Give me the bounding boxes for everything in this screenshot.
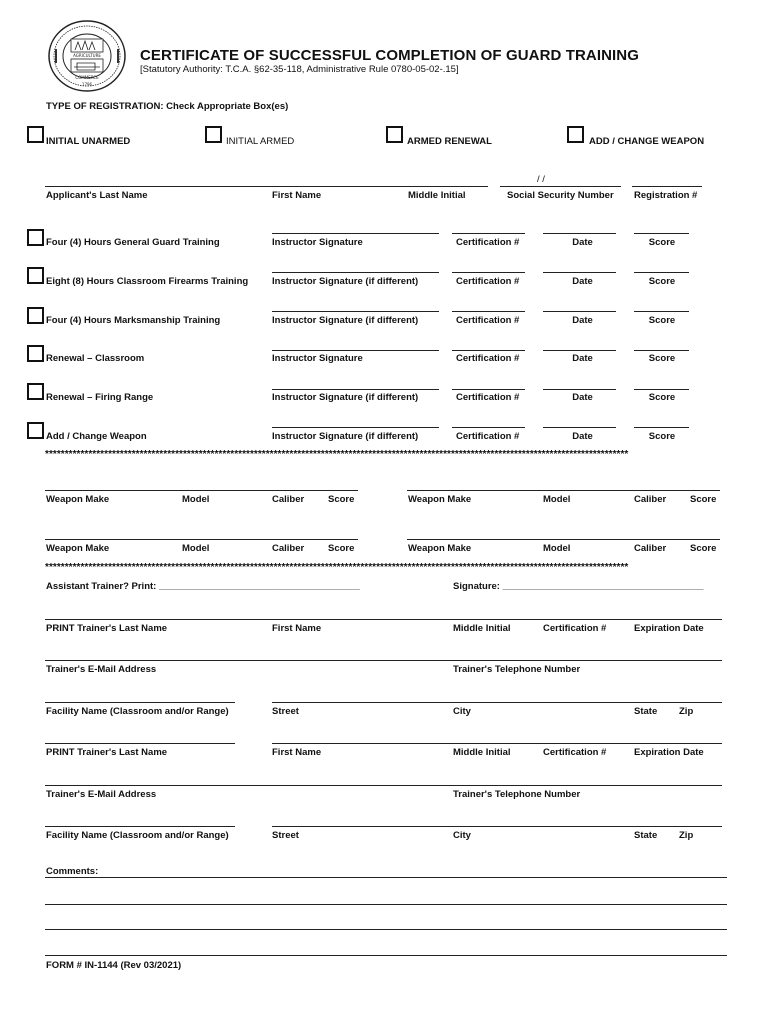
registration-type-heading: TYPE OF REGISTRATION: Check Appropriate Box(es) — [46, 101, 289, 112]
ssn-label: Social Security Number — [507, 190, 614, 201]
zip-label: Zip — [679, 830, 694, 841]
weapon-make-label: Weapon Make — [46, 494, 110, 505]
facility-line[interactable] — [45, 702, 235, 703]
statutory-authority: [Statutory Authority: T.C.A. §62-35-118, Administrative Rule 0780-05-02-.15] — [140, 64, 459, 75]
certification-line[interactable] — [452, 272, 525, 273]
initial-unarmed-label: INITIAL UNARMED — [46, 136, 131, 147]
classroom-firearms-training-checkbox[interactable] — [27, 267, 44, 284]
training-course-label: Four (4) Hours Marksmanship Training — [46, 315, 221, 326]
score-label: Score — [648, 353, 676, 364]
weapon-make-label: Weapon Make — [46, 543, 110, 554]
weapon-score-label: Score — [690, 494, 717, 505]
trainer-email-label: Trainer's E-Mail Address — [46, 789, 157, 800]
state-label: State — [634, 706, 658, 717]
armed-renewal-label: ARMED RENEWAL — [407, 136, 492, 147]
weapon-caliber-label: Caliber — [272, 543, 305, 554]
trainer-first-name-label: First Name — [272, 623, 322, 634]
weapon-caliber-label: Caliber — [634, 494, 667, 505]
date-line[interactable] — [543, 350, 616, 351]
trainer-name-line[interactable] — [272, 743, 722, 744]
certification-line[interactable] — [452, 233, 525, 234]
instructor-signature-label: Instructor Signature — [272, 353, 363, 364]
instructor-signature-line[interactable] — [272, 427, 439, 428]
initial-armed-label: INITIAL ARMED — [226, 136, 295, 147]
instructor-signature-label: Instructor Signature (if different) — [272, 431, 419, 442]
ssn-separators: / / — [537, 174, 545, 185]
trainer-first-name-label: First Name — [272, 747, 322, 758]
zip-label: Zip — [679, 706, 694, 717]
weapon-caliber-label: Caliber — [272, 494, 305, 505]
seal-year-text: 1796 — [81, 82, 93, 87]
applicant-middle-initial-label: Middle Initial — [408, 190, 466, 201]
date-line[interactable] — [543, 233, 616, 234]
trainer-certification-label: Certification # — [543, 623, 607, 634]
score-label: Score — [648, 315, 676, 326]
certification-label: Certification # — [456, 431, 520, 442]
weapon-line[interactable] — [45, 490, 358, 491]
armed-renewal-checkbox[interactable] — [386, 126, 403, 143]
score-label: Score — [648, 431, 676, 442]
trainer-last-name-label: PRINT Trainer's Last Name — [46, 623, 168, 634]
instructor-signature-line[interactable] — [272, 350, 439, 351]
facility-name-label: Facility Name (Classroom and/or Range) — [46, 706, 229, 717]
trainer-last-name-label: PRINT Trainer's Last Name — [46, 747, 168, 758]
score-line[interactable] — [634, 233, 689, 234]
weapon-model-label: Model — [543, 494, 571, 505]
seal-commerce-text: COMMERCE — [75, 75, 99, 80]
seal-agriculture-text: AGRICULTURE — [73, 53, 101, 58]
form-number: FORM # IN-1144 (Rev 03/2021) — [46, 960, 182, 971]
registration-number-line[interactable] — [632, 186, 702, 187]
training-course-label: Renewal – Firing Range — [46, 392, 154, 403]
instructor-signature-label: Instructor Signature (if different) — [272, 315, 419, 326]
initial-armed-checkbox[interactable] — [205, 126, 222, 143]
weapon-score-label: Score — [328, 543, 355, 554]
applicant-first-name-label: First Name — [272, 190, 322, 201]
trainer-contact-line[interactable] — [45, 660, 722, 661]
separator-stars: **************************************************************************************************************************************************** — [45, 449, 629, 460]
address-line[interactable] — [272, 702, 722, 703]
weapon-make-label: Weapon Make — [408, 494, 472, 505]
weapon-line[interactable] — [45, 539, 358, 540]
weapon-caliber-label: Caliber — [634, 543, 667, 554]
training-course-label: Add / Change Weapon — [46, 431, 147, 442]
street-label: Street — [272, 830, 299, 841]
trainer-name-line[interactable] — [45, 743, 235, 744]
applicant-name-line[interactable] — [45, 186, 488, 187]
weapon-line[interactable] — [407, 490, 720, 491]
date-line[interactable] — [543, 427, 616, 428]
trainer-middle-initial-label: Middle Initial — [453, 747, 511, 758]
renewal-firing-range-checkbox[interactable] — [27, 383, 44, 400]
facility-name-label: Facility Name (Classroom and/or Range) — [46, 830, 229, 841]
city-label: City — [453, 830, 471, 841]
score-line[interactable] — [634, 427, 689, 428]
add-change-weapon-checkbox[interactable] — [567, 126, 584, 143]
training-course-label: Renewal – Classroom — [46, 353, 145, 364]
applicant-last-name-label: Applicant's Last Name — [46, 190, 148, 201]
instructor-signature-label: Instructor Signature — [272, 237, 363, 248]
weapon-model-label: Model — [182, 543, 210, 554]
date-label: Date — [572, 315, 593, 326]
registration-number-label: Registration # — [634, 190, 698, 201]
date-label: Date — [572, 392, 593, 403]
certification-label: Certification # — [456, 237, 520, 248]
assistant-trainer-print-field[interactable]: Assistant Trainer? Print: ______________________________________ — [46, 581, 360, 592]
trainer-name-line[interactable] — [45, 619, 722, 620]
certification-line[interactable] — [452, 427, 525, 428]
certification-label: Certification # — [456, 353, 520, 364]
date-line[interactable] — [543, 311, 616, 312]
date-line[interactable] — [543, 272, 616, 273]
date-label: Date — [572, 237, 593, 248]
marksmanship-training-checkbox[interactable] — [27, 307, 44, 324]
instructor-signature-label: Instructor Signature (if different) — [272, 392, 419, 403]
certification-line[interactable] — [452, 350, 525, 351]
score-line[interactable] — [634, 389, 689, 390]
weapon-score-label: Score — [328, 494, 355, 505]
add-change-weapon-label: ADD / CHANGE WEAPON — [589, 136, 705, 147]
add-change-weapon-training-checkbox[interactable] — [27, 422, 44, 439]
certification-label: Certification # — [456, 392, 520, 403]
score-line[interactable] — [634, 272, 689, 273]
date-label: Date — [572, 431, 593, 442]
street-label: Street — [272, 706, 299, 717]
initial-unarmed-checkbox[interactable] — [27, 126, 44, 143]
training-course-label: Four (4) Hours General Guard Training — [46, 237, 220, 248]
comments-label: Comments: — [46, 866, 99, 877]
score-line[interactable] — [634, 311, 689, 312]
certification-label: Certification # — [456, 315, 520, 326]
weapon-line[interactable] — [407, 539, 720, 540]
state-seal-logo — [47, 19, 127, 93]
instructor-signature-line[interactable] — [272, 311, 439, 312]
comments-line[interactable] — [45, 955, 727, 956]
facility-line[interactable] — [45, 826, 235, 827]
instructor-signature-line[interactable] — [272, 389, 439, 390]
weapon-model-label: Model — [543, 543, 571, 554]
renewal-classroom-checkbox[interactable] — [27, 345, 44, 362]
weapon-model-label: Model — [182, 494, 210, 505]
score-line[interactable] — [634, 350, 689, 351]
trainer-expiration-label: Expiration Date — [634, 747, 704, 758]
training-course-label: Eight (8) Hours Classroom Firearms Training — [46, 276, 249, 287]
date-label: Date — [572, 353, 593, 364]
trainer-phone-label: Trainer's Telephone Number — [453, 789, 581, 800]
date-line[interactable] — [543, 389, 616, 390]
form-title: CERTIFICATE OF SUCCESSFUL COMPLETION OF GUARD TRAINING — [140, 47, 640, 64]
trainer-contact-line[interactable] — [45, 785, 722, 786]
separator-stars: **************************************************************************************************************************************************** — [45, 562, 629, 573]
assistant-trainer-signature-field[interactable]: Signature: ______________________________________ — [453, 581, 704, 592]
state-label: State — [634, 830, 658, 841]
instructor-signature-label: Instructor Signature (if different) — [272, 276, 419, 287]
address-line[interactable] — [272, 826, 722, 827]
ssn-line[interactable] — [500, 186, 621, 187]
instructor-signature-line[interactable] — [272, 272, 439, 273]
trainer-certification-label: Certification # — [543, 747, 607, 758]
certification-label: Certification # — [456, 276, 520, 287]
score-label: Score — [648, 237, 676, 248]
comments-line[interactable] — [45, 904, 727, 905]
trainer-email-label: Trainer's E-Mail Address — [46, 664, 157, 675]
weapon-make-label: Weapon Make — [408, 543, 472, 554]
certification-line[interactable] — [452, 389, 525, 390]
instructor-signature-line[interactable] — [272, 233, 439, 234]
comments-line[interactable] — [45, 877, 727, 878]
trainer-middle-initial-label: Middle Initial — [453, 623, 511, 634]
city-label: City — [453, 706, 471, 717]
date-label: Date — [572, 276, 593, 287]
general-guard-training-checkbox[interactable] — [27, 229, 44, 246]
comments-line[interactable] — [45, 929, 727, 930]
trainer-phone-label: Trainer's Telephone Number — [453, 664, 581, 675]
certification-line[interactable] — [452, 311, 525, 312]
score-label: Score — [648, 276, 676, 287]
score-label: Score — [648, 392, 676, 403]
weapon-score-label: Score — [690, 543, 717, 554]
trainer-expiration-label: Expiration Date — [634, 623, 704, 634]
